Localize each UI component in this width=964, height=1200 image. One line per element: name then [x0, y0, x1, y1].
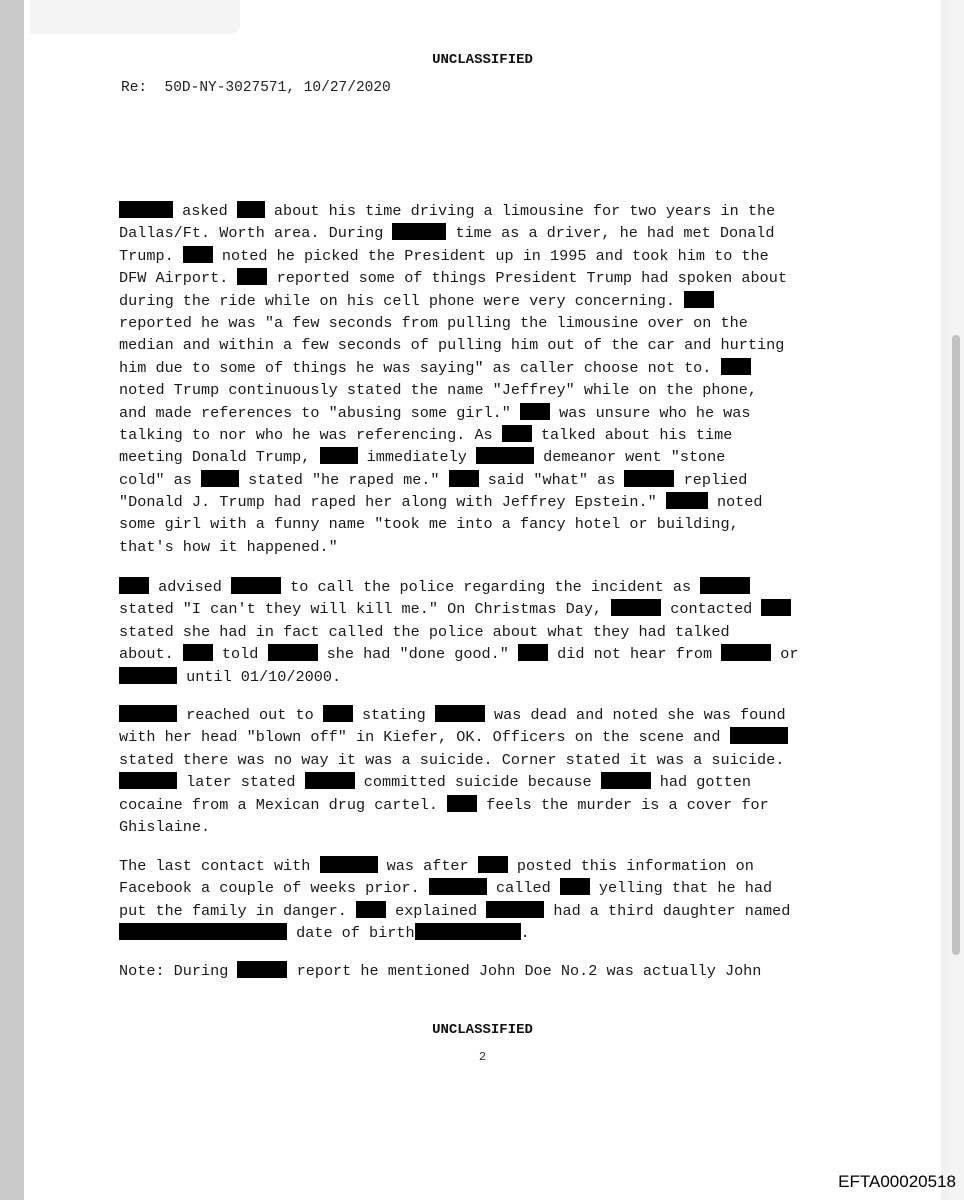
text-segment: stated "I can't they will kill me." On Christmas Day,: [119, 600, 612, 619]
paragraph-2: [119, 576, 859, 688]
redaction-bar: [520, 403, 550, 420]
text-segment: put the family in danger.: [119, 901, 356, 920]
text-segment: talked about his time: [531, 425, 733, 444]
text-segment: was unsure who he was: [550, 403, 751, 422]
redaction-bar: [502, 425, 532, 442]
text-segment: was after: [377, 857, 478, 875]
text-segment: or: [771, 645, 799, 664]
redaction-bar: [761, 599, 791, 616]
text-line: [119, 598, 859, 620]
text-segment: about his time driving a limousine for two years in the: [264, 202, 776, 220]
redaction-bar: [119, 923, 287, 940]
redaction-bar: [268, 644, 318, 661]
text-segment: "Donald J. Trump had raped her along with Jeffrey Epstein.": [119, 493, 666, 512]
bates-number: EFTA00020518: [838, 1172, 956, 1191]
text-line: [119, 536, 859, 558]
text-segment: cocaine from a Mexican drug cartel.: [119, 795, 448, 814]
text-segment: noted: [707, 493, 763, 512]
redaction-bar: [624, 470, 674, 487]
text-segment: noted he picked the President up in 1995 and took him to the: [212, 246, 769, 265]
text-segment: stated "he raped me.": [239, 470, 449, 489]
text-segment: immediately: [357, 448, 476, 467]
paragraph-4: [119, 855, 859, 945]
text-line: [119, 200, 859, 222]
text-line: [119, 877, 859, 899]
paragraph-5: [119, 960, 859, 982]
text-segment: stated she had in fact called the police about what they had talked: [119, 622, 730, 641]
text-line: [119, 513, 859, 535]
text-line: [119, 402, 859, 424]
header-classification: UNCLASSIFIED: [432, 52, 533, 68]
text-segment: with her head "blown off" in Kiefer, OK. Officers on the scene and: [119, 728, 730, 747]
redaction-bar: [237, 268, 267, 285]
text-segment: reported he was "a few seconds from pulling the limousine over on the: [119, 313, 748, 332]
text-segment: noted Trump continuously stated the name "Jeffrey" while on the phone,: [119, 381, 757, 400]
text-line: [119, 771, 859, 793]
text-segment: Facebook a couple of weeks prior.: [119, 879, 429, 898]
left-margin-shadow: [0, 0, 24, 1200]
tab-shadow: [30, 0, 240, 34]
text-line: [119, 816, 859, 838]
redaction-bar: [201, 470, 239, 487]
text-segment: stated there was no way it was a suicide. Corner stated it was a suicide.: [119, 750, 785, 769]
redaction-bar: [415, 923, 521, 940]
text-segment: had a third daughter named: [544, 901, 791, 920]
text-segment: asked: [173, 202, 237, 220]
page-number: 2: [478, 1050, 487, 1064]
text-line: [119, 749, 859, 771]
text-line: [119, 621, 859, 643]
redaction-bar: [231, 577, 281, 594]
text-segment: she had "done good.": [317, 645, 519, 664]
paragraph-1: [119, 200, 859, 558]
text-segment: time as a driver, he had met Donald: [446, 224, 775, 243]
scrollbar-thumb[interactable]: [952, 335, 960, 955]
redaction-bar: [183, 644, 213, 661]
text-segment: and made references to "abusing some girl.": [119, 403, 521, 422]
text-segment: stating: [352, 706, 435, 724]
text-line: [119, 245, 859, 267]
text-segment: some girl with a funny name "took me into a fancy hotel or building,: [119, 515, 739, 534]
text-segment: about.: [119, 645, 183, 664]
text-segment: replied: [674, 470, 748, 489]
text-line: [119, 267, 859, 289]
text-line: [119, 576, 859, 598]
text-segment: explained: [385, 901, 487, 920]
text-line: [119, 726, 859, 748]
redaction-bar: [449, 470, 479, 487]
text-segment: date of birth: [287, 924, 415, 943]
text-line: [119, 357, 859, 379]
redaction-bar: [119, 772, 177, 789]
text-line: [119, 424, 859, 446]
text-line: [119, 704, 859, 726]
text-line: [119, 334, 859, 356]
redaction-bar: [356, 901, 386, 918]
paragraph-3: [119, 704, 859, 838]
text-segment: demeanor went "stone: [534, 448, 726, 467]
text-segment: to call the police regarding the incident as: [281, 578, 701, 596]
text-segment: him due to some of things he was saying" as caller choose not to.: [119, 358, 721, 377]
redaction-bar: [601, 772, 651, 789]
redaction-bar: [476, 447, 534, 464]
redaction-bar: [429, 878, 487, 895]
text-segment: did not hear from: [548, 645, 722, 664]
text-line: [119, 290, 859, 312]
text-segment: Ghislaine.: [119, 817, 211, 836]
redaction-bar: [183, 246, 213, 263]
redaction-bar: [447, 795, 477, 812]
text-segment: said "what" as: [478, 470, 625, 489]
redaction-bar: [119, 577, 149, 594]
text-line: [119, 469, 859, 491]
text-segment: yelling that he had: [589, 879, 773, 898]
text-line: [119, 446, 859, 468]
text-segment: committed suicide because: [354, 773, 601, 792]
text-segment: meeting Donald Trump,: [119, 448, 320, 467]
text-segment: reported some of things President Trump had spoken about: [267, 269, 787, 288]
redaction-bar: [684, 291, 714, 308]
text-segment: report he mentioned John Doe No.2 was actually John: [287, 962, 762, 980]
text-segment: had gotten: [650, 773, 751, 792]
redaction-bar: [700, 577, 750, 594]
redaction-bar: [323, 705, 353, 722]
redaction-bar: [721, 358, 751, 375]
text-line: [119, 379, 859, 401]
text-segment: Dallas/Ft. Worth area. During: [119, 224, 393, 243]
text-segment: later stated: [177, 773, 305, 792]
redaction-bar: [119, 705, 177, 722]
redaction-bar: [611, 599, 661, 616]
text-segment: called: [486, 879, 560, 898]
redaction-bar: [237, 201, 265, 218]
redaction-bar: [320, 856, 378, 873]
redaction-bar: [486, 901, 544, 918]
text-line: [119, 222, 859, 244]
redaction-bar: [237, 961, 287, 978]
text-line: [119, 312, 859, 334]
redaction-bar: [320, 447, 358, 464]
text-segment: advised: [149, 578, 232, 596]
text-line: [119, 666, 859, 688]
redaction-bar: [435, 705, 485, 722]
text-segment: DFW Airport.: [119, 269, 238, 288]
footer-classification: UNCLASSIFIED: [432, 1022, 533, 1038]
redaction-bar: [119, 201, 173, 218]
redaction-bar: [478, 856, 508, 873]
text-segment: posted this information on: [507, 857, 754, 875]
text-segment: was dead and noted she was found: [484, 706, 786, 724]
text-segment: contacted: [661, 600, 762, 619]
text-segment: The last contact with: [119, 857, 320, 875]
text-segment: reached out to: [177, 706, 323, 724]
text-segment: told: [212, 645, 268, 664]
redaction-bar: [518, 644, 548, 661]
redaction-bar: [560, 878, 590, 895]
text-line: [119, 643, 859, 665]
text-segment: talking to nor who he was referencing. As: [119, 425, 502, 444]
reference-line: Re: 50D-NY-3027571, 10/27/2020: [121, 80, 391, 96]
text-segment: until 01/10/2000.: [177, 667, 342, 686]
text-line: [119, 855, 859, 877]
text-segment: that's how it happened.": [119, 537, 338, 556]
text-line: [119, 900, 859, 922]
redaction-bar: [305, 772, 355, 789]
redaction-bar: [666, 492, 708, 509]
text-segment: Note: During: [119, 962, 238, 980]
text-segment: feels the murder is a cover for: [477, 795, 769, 814]
text-segment: during the ride while on his cell phone were very concerning.: [119, 291, 685, 310]
text-segment: cold" as: [119, 470, 202, 489]
redaction-bar: [730, 727, 788, 744]
text-segment: .: [520, 924, 530, 943]
text-line: [119, 794, 859, 816]
redaction-bar: [721, 644, 771, 661]
text-line: [119, 960, 859, 982]
text-segment: Trump.: [119, 246, 183, 265]
redaction-bar: [392, 223, 446, 240]
redaction-bar: [119, 667, 177, 684]
text-line: [119, 922, 859, 944]
text-line: [119, 491, 859, 513]
text-segment: median and within a few seconds of pulling him out of the car and hurting: [119, 336, 785, 355]
